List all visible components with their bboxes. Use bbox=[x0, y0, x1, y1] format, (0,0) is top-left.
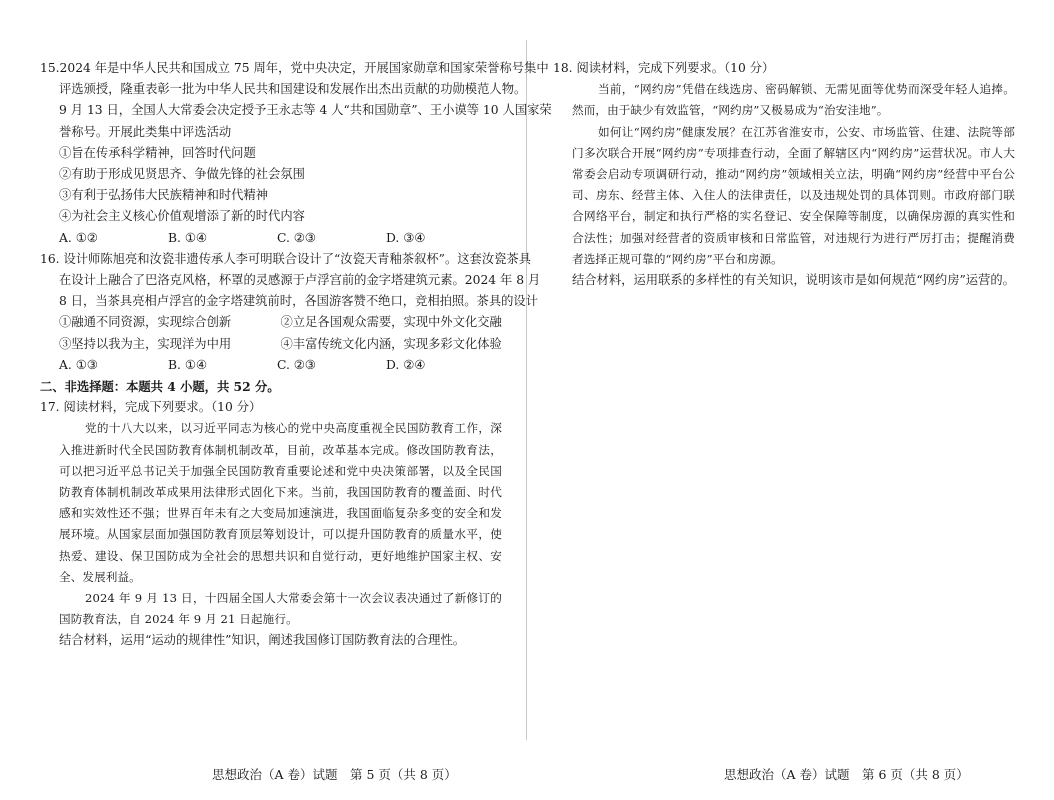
q18-title: 18. 阅读材料，完成下列要求。（10 分） bbox=[553, 61, 775, 75]
q15-stem-line: 评选颁授，隆重表彰一批为中华人民共和国建设和发展作出杰出贡献的功勋模范人物。 bbox=[59, 82, 527, 97]
q18-requirement: 结合材料，运用联系的多样性的有关知识，说明该市是如何规范“网约房”运营的。 bbox=[572, 273, 1015, 288]
q15-stem-line: 9 月 13 日，全国人大常委会决定授予王永志等 4 人“共和国勋章”、王小谟等 10 人国家荣 bbox=[59, 103, 552, 118]
question-16 bbox=[40, 249, 541, 376]
page-divider bbox=[526, 40, 527, 740]
q15-option-b: B. ①④ bbox=[168, 230, 207, 245]
q16-stem-line: 16. 设计师陈旭亮和汝瓷非遗传承人李可明联合设计了“汝瓷天青釉茶叙杯”。这套汝瓷茶具 bbox=[40, 251, 532, 266]
q15-option-c: C. ②③ bbox=[277, 230, 316, 245]
question-18 bbox=[553, 58, 1015, 291]
q16-option-d: D. ②④ bbox=[386, 357, 426, 372]
q16-stem-line: 在设计上融合了巴洛克风格，杯罩的灵感源于卢浮宫前的金字塔建筑元素。2024 年 8 月 bbox=[59, 273, 541, 288]
q17-title: 17. 阅读材料，完成下列要求。（10 分） bbox=[40, 400, 262, 415]
q17-material-2: 2024 年 9 月 13 日，十四届全国人大常委会第十一次会议表决通过了新修订的国防教育法，自 2024 年 9 月 21 日起施行。 bbox=[59, 591, 502, 627]
q15-stem-line: 誉称号。开展此类集中评选活动 bbox=[59, 124, 232, 139]
q16-statement-row bbox=[40, 334, 502, 355]
left-column bbox=[40, 58, 552, 652]
q15-option-a: A. ①② bbox=[59, 230, 98, 245]
q16-options bbox=[40, 355, 502, 376]
q16-statement-row bbox=[40, 312, 502, 333]
q18-material-2: 如何让“网约房”健康发展？在江苏省淮安市，公安、市场监管、住建、法院等部门多次联合开展“网约房”专项排查行动，全面了解辖区内“网约房”运营状况。市人大常委会启动专项调研行动，推动“网约房”领域相关立法，明确“网约房”经营中平台公司、房东、经营主体、入住人的法律责任，以及违规处罚的具体罚则。市政府部门联合网络平台，制定和执行严格的实名登记、安全保障等制度，以确保房源的真实性和合法性；加强对经营者的资质审核和日常监管，对违规行为进行严厉打击；提醒消费者选择正规可靠的“网约房”平台和房源。 bbox=[572, 124, 1015, 266]
q15-statement: ③有利于弘扬伟大民族精神和时代精神 bbox=[59, 188, 269, 203]
q16-option-c: C. ②③ bbox=[277, 357, 316, 372]
q15-stem-line: 15.2024 年是中华人民共和国成立 75 周年，党中央决定，开展国家勋章和国家荣誉称号集中 bbox=[40, 61, 549, 75]
q15-statement: ②有助于形成见贤思齐、争做先锋的社会氛围 bbox=[59, 167, 305, 182]
question-15 bbox=[40, 58, 552, 249]
q17-material-1: 党的十八大以来，以习近平同志为核心的党中央高度重视全民国防教育工作，深入推进新时代全民国防教育体制机制改革，目前，改革基本完成。修改国防教育法，可以把习近平总书记关于加强全民国防教育重要论述和党中央决策部署，以及全民国防教育体制机制改革成果用法律形式固化下来。当前，我国国防教育的覆盖面、时代感和实效性还不强；世界百年未有之大变局加速演进，我国面临复杂多变的安全和发展环境。从国家层面加强国防教育顶层筹划设计，可以提升国防教育的质量水平，使热爱、建设、保卫国防成为全社会的思想共识和自觉行动，更好地维护国家主权、安全、发展利益。 bbox=[59, 421, 502, 584]
q15-options bbox=[40, 228, 502, 249]
footer-page-6: 思想政治（A 卷）试题 第 6 页（共 8 页） bbox=[724, 767, 969, 782]
q15-option-d: D. ③④ bbox=[386, 230, 426, 245]
q15-statement: ④为社会主义核心价值观增添了新的时代内容 bbox=[59, 209, 305, 224]
question-17 bbox=[40, 397, 502, 651]
footer-page-5: 思想政治（A 卷）试题 第 5 页（共 8 页） bbox=[212, 767, 457, 782]
q16-statement: ④丰富传统文化内涵，实现多彩文化体验 bbox=[280, 336, 502, 351]
q16-stem-line: 8 日，当茶具亮相卢浮宫的金字塔建筑前时，各国游客赞不绝口，竞相拍照。茶具的设计 bbox=[59, 294, 539, 309]
q16-statement: ①融通不同资源，实现综合创新 bbox=[59, 315, 232, 330]
q18-material-1: 当前，“网约房”凭借在线选房、密码解锁、无需见面等优势而深受年轻人追捧。然而，由于缺少有效监管，“网约房”又极易成为“治安洼地”。 bbox=[572, 82, 1015, 118]
q17-requirement: 结合材料，运用“运动的规律性”知识，阐述我国修订国防教育法的合理性。 bbox=[59, 633, 466, 648]
right-column bbox=[553, 58, 1015, 291]
q15-statement: ①旨在传承科学精神，回答时代问题 bbox=[59, 145, 256, 160]
q16-option-a: A. ①③ bbox=[59, 357, 98, 372]
q16-statement: ②立足各国观众需要，实现中外文化交融 bbox=[280, 315, 502, 330]
q16-option-b: B. ①④ bbox=[168, 357, 207, 372]
q16-statement: ③坚持以我为主，实现洋为中用 bbox=[59, 336, 232, 351]
section-header: 二、非选择题：本题共 4 小题，共 52 分。 bbox=[40, 379, 280, 395]
